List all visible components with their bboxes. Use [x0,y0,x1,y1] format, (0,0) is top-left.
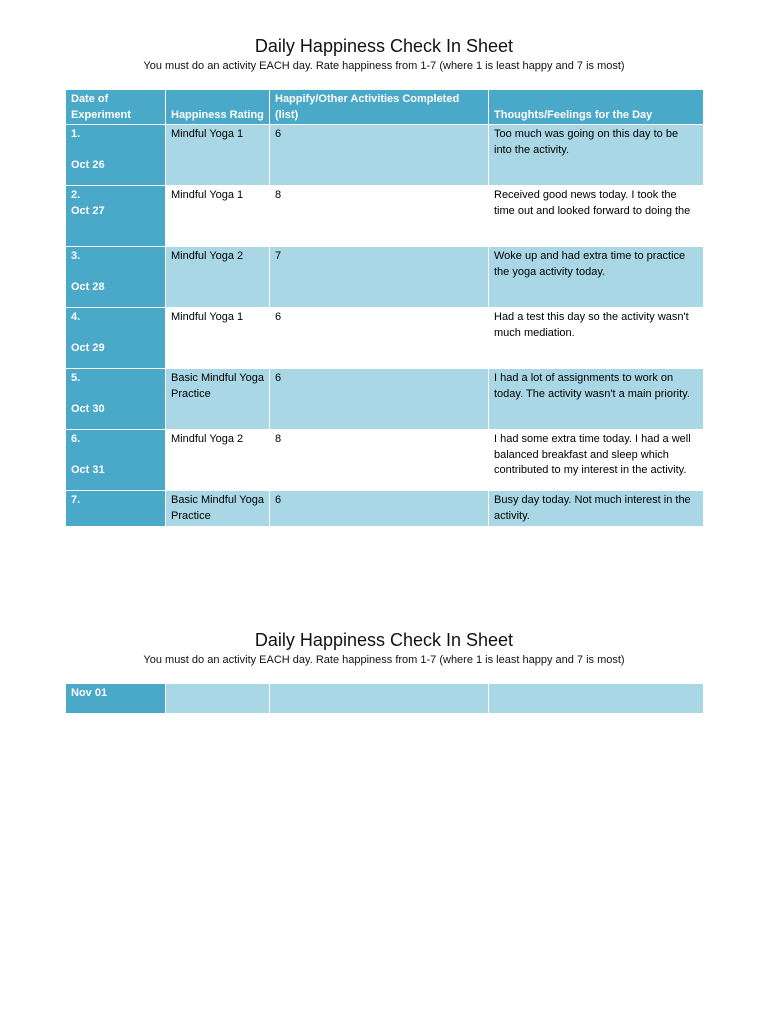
activities-cell: 6 [270,369,489,430]
date-cell [66,369,166,430]
activities-cell: 6 [270,308,489,369]
thoughts-cell: Woke up and had extra time to practice the yoga activity today. [489,247,704,308]
rating-cell: Mindful Yoga 1 [166,125,270,186]
rating-cell: Mindful Yoga 2 [166,247,270,308]
entry-number: 1. [71,128,81,140]
entry-number: 2. [71,189,81,201]
entry-date: Oct 29 [71,341,105,354]
activities-cell [270,684,489,714]
thoughts-cell: I had some extra time today. I had a well balanced breakfast and sleep which contributed to my interest in the activity. [489,430,704,491]
table-row [66,247,704,308]
header-activities: Happify/Other Activities Completed (list) [270,90,489,125]
entry-number: 5. [71,372,81,384]
activities-cell: 8 [270,186,489,247]
happiness-table [65,89,704,527]
table-row [66,186,704,247]
entry-number: 3. [71,250,81,262]
table-row [66,125,704,186]
entry-date: Oct 30 [71,402,105,415]
page-title: Daily Happiness Check In Sheet [254,36,514,56]
rating-cell [166,684,270,714]
rating-cell: Mindful Yoga 2 [166,430,270,491]
table-row [66,308,704,369]
header-date: Date of Experiment [66,90,166,125]
entry-date: Oct 27 [71,204,105,217]
header-thoughts: Thoughts/Feelings for the Day [489,90,704,125]
activities-cell: 7 [270,247,489,308]
activities-cell: 8 [270,430,489,491]
activities-cell: 6 [270,125,489,186]
date-cell [66,684,166,714]
instructions-text: You must do an activity EACH day. Rate happiness from 1-7 (where 1 is least happy and 7 is most) [143,60,625,72]
entry-date: Oct 31 [71,463,105,476]
instructions-text-2: You must do an activity EACH day. Rate happiness from 1-7 (where 1 is least happy and 7 is most) [143,654,625,666]
thoughts-cell: Busy day today. Not much interest in the activity. [489,491,704,527]
rating-cell: Mindful Yoga 1 [166,308,270,369]
table-header-row [66,90,704,125]
entry-date: Oct 26 [71,158,105,171]
table-row [66,684,704,714]
date-cell [66,247,166,308]
thoughts-cell: Too much was going on this day to be into the activity. [489,125,704,186]
table-row [66,430,704,491]
thoughts-cell: Received good news today. I took the time out and looked forward to doing the [489,186,704,247]
page-title-2: Daily Happiness Check In Sheet [254,630,514,650]
entry-number: 6. [71,433,81,445]
entry-date: Oct 28 [71,280,105,293]
header-rating: Happiness Rating [166,90,270,125]
thoughts-cell: I had a lot of assignments to work on today. The activity wasn't a main priority. [489,369,704,430]
thoughts-cell [489,684,704,714]
table-row [66,491,704,527]
happiness-table-2 [65,683,704,714]
date-cell [66,430,166,491]
thoughts-cell: Had a test this day so the activity wasn't much mediation. [489,308,704,369]
entry-date: Nov 01 [71,687,108,699]
table-row [66,369,704,430]
date-cell [66,308,166,369]
date-cell [66,125,166,186]
activities-cell: 6 [270,491,489,527]
date-cell [66,186,166,247]
date-cell [66,491,166,527]
rating-cell: Basic Mindful Yoga Practice [166,491,270,527]
rating-cell: Basic Mindful Yoga Practice [166,369,270,430]
entry-number: 4. [71,311,81,323]
entry-number: 7. [71,494,81,506]
rating-cell: Mindful Yoga 1 [166,186,270,247]
